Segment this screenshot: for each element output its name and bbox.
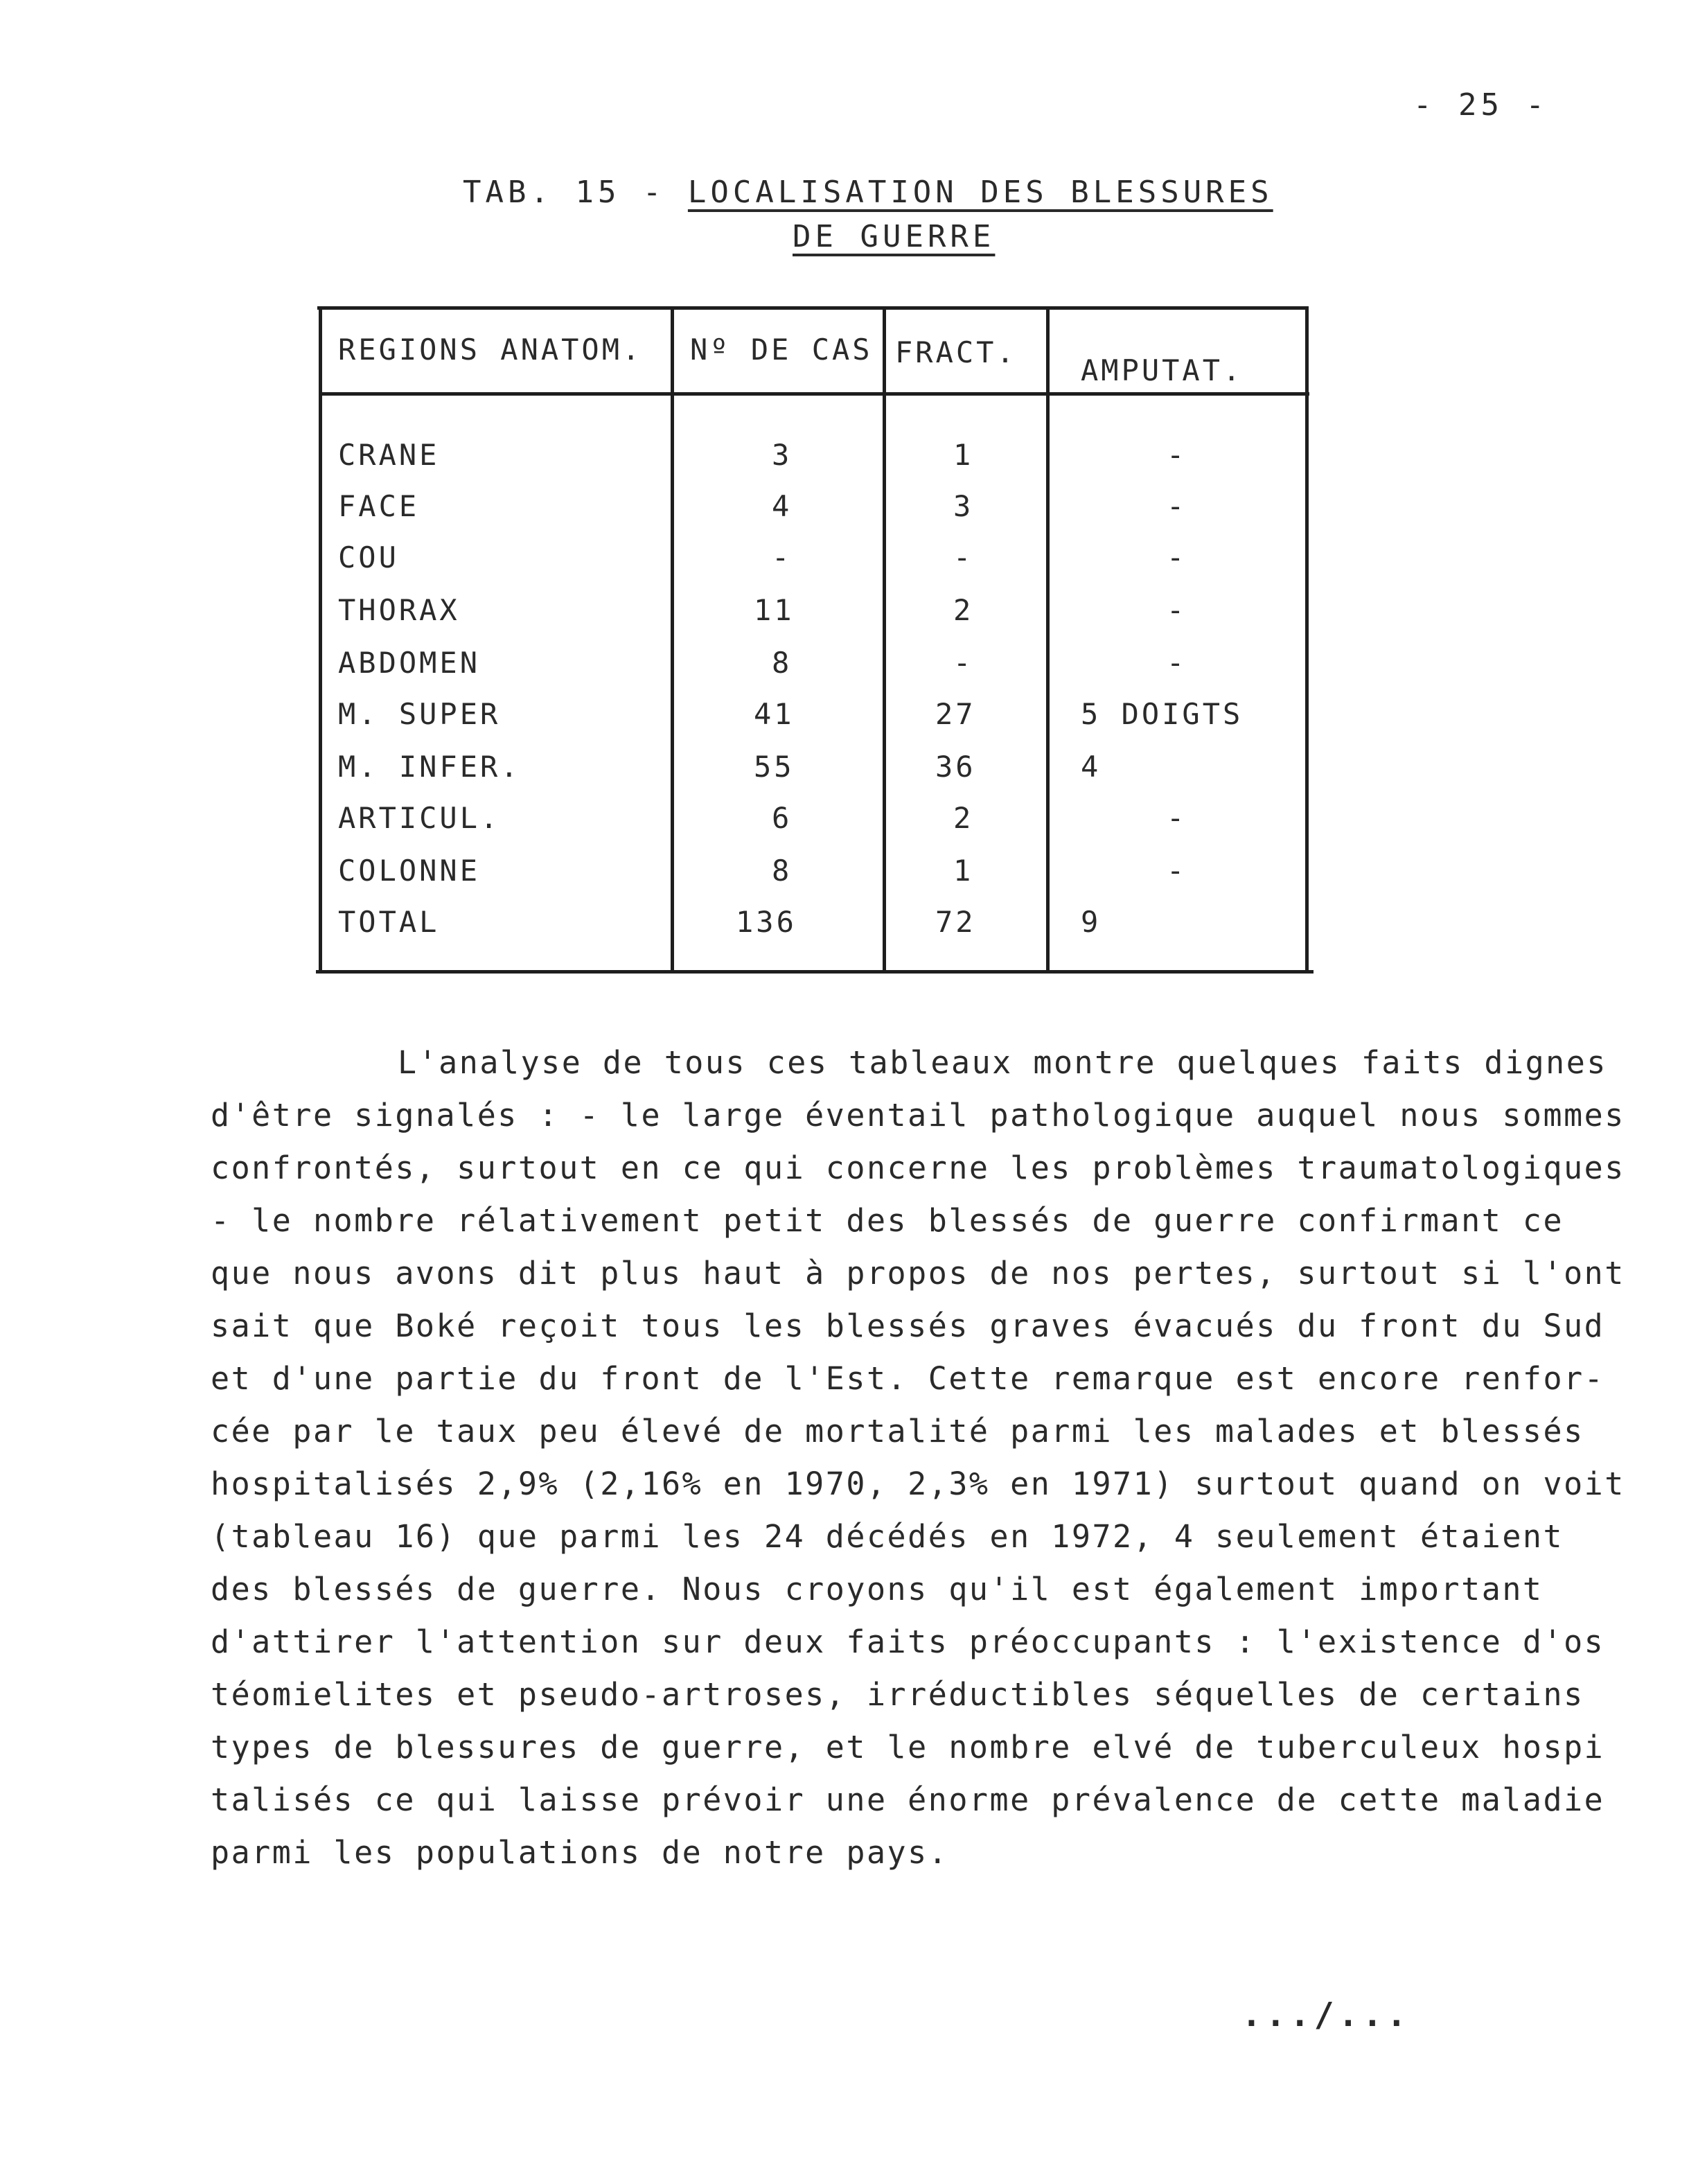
cell-cases: 6 [772, 801, 793, 835]
cell-region: M. SUPER [338, 697, 501, 731]
cell-amputat: 9 [1081, 905, 1102, 939]
page-number: - 25 - [1413, 87, 1548, 123]
cell-fract: 1 [953, 438, 974, 472]
cell-cases: 8 [772, 646, 793, 680]
cell-fract: - [953, 646, 974, 680]
table-left-border [319, 306, 322, 971]
table-title-line2: DE GUERRE [793, 219, 996, 254]
text-line: talisés ce qui laisse prévoir une énorme prévalence de cette maladie [211, 1781, 1605, 1818]
text-line: - le nombre rélativement petit des blessés de guerre confirmant ce [211, 1202, 1564, 1239]
cell-fract: - [953, 540, 974, 574]
table-title-line1: LOCALISATION DES BLESSURES [687, 175, 1273, 210]
cell-amputat: - [1167, 489, 1187, 523]
table-title-prefix: TAB. 15 - [463, 175, 688, 210]
cell-region: M. INFER. [338, 750, 521, 784]
text-line: parmi les populations de notre pays. [211, 1834, 949, 1871]
cell-amputat: - [1167, 540, 1187, 574]
cell-amputat: 5 DOIGTS [1081, 697, 1244, 731]
continuation-marker: .../... [1241, 1996, 1411, 2034]
table-title-line2-wrap [793, 219, 995, 254]
cell-region: COLONNE [338, 854, 481, 888]
text-line: (tableau 16) que parmi les 24 décédés en 1972, 4 seulement étaient [211, 1518, 1564, 1555]
wounds-table [316, 306, 1314, 976]
cell-amputat: - [1167, 438, 1187, 472]
analysis-paragraph [211, 1037, 1652, 1879]
cell-fract: 2 [953, 593, 974, 627]
cell-cases: 11 [754, 593, 795, 627]
cell-cases: 55 [754, 750, 795, 784]
text-line: téomielites et pseudo-artroses, irréductibles séquelles de certains [211, 1676, 1584, 1713]
cell-region: TOTAL [338, 905, 440, 939]
text-line: d'être signalés : - le large éventail pathologique auquel nous sommes [211, 1097, 1625, 1134]
table-title [463, 165, 1273, 220]
cell-region: FACE [338, 489, 420, 523]
cell-amputat: 4 [1081, 750, 1102, 784]
text-line: cée par le taux peu élevé de mortalité parmi les malades et blessés [211, 1413, 1584, 1450]
cell-region: ARTICUL. [338, 801, 501, 835]
cell-fract: 1 [953, 854, 974, 888]
text-line: des blessés de guerre. Nous croyons qu'il est également important [211, 1571, 1544, 1608]
cell-fract: 3 [953, 489, 974, 523]
text-line [211, 1037, 1652, 1089]
table-col-divider-2 [883, 306, 886, 971]
text-line: d'attirer l'attention sur deux faits préoccupants : l'existence d'os [211, 1623, 1605, 1660]
header-amputat: AMPUTAT. [1081, 353, 1244, 387]
text-line: confrontés, surtout en ce qui concerne les problèmes traumatologiques [211, 1150, 1625, 1186]
table-col-divider-3 [1046, 306, 1050, 971]
cell-amputat: - [1167, 854, 1187, 888]
text-line: et d'une partie du front de l'Est. Cette remarque est encore renfor- [211, 1360, 1605, 1397]
cell-region: CRANE [338, 438, 440, 472]
cell-region: ABDOMEN [338, 646, 481, 680]
header-fract: FRACT. [895, 335, 1017, 369]
cell-cases: 136 [736, 905, 797, 939]
cell-fract: 72 [935, 905, 976, 939]
table-bottom-border [316, 970, 1314, 974]
text-line-content: L'analyse de tous ces tableaux montre quelques faits dignes [398, 1044, 1607, 1081]
cell-region: COU [338, 540, 399, 574]
table-right-border [1305, 306, 1309, 971]
table-col-divider-1 [671, 306, 674, 971]
text-line: hospitalisés 2,9% (2,16% en 1970, 2,3% en 1971) surtout quand on voit [211, 1465, 1625, 1502]
cell-region: THORAX [338, 593, 460, 627]
text-line: types de blessures de guerre, et le nombre elvé de tuberculeux hospi [211, 1729, 1605, 1765]
table-header-rule [320, 392, 1309, 396]
cell-amputat: - [1167, 646, 1187, 680]
cell-amputat: - [1167, 801, 1187, 835]
cell-cases: - [772, 540, 793, 574]
header-nb-cas: Nº DE CAS [690, 333, 873, 367]
cell-cases: 41 [754, 697, 795, 731]
table-top-border [317, 306, 1308, 310]
text-line: que nous avons dit plus haut à propos de nos pertes, surtout si l'ont [211, 1255, 1625, 1292]
cell-cases: 8 [772, 854, 793, 888]
header-regions: REGIONS ANATOM. [338, 333, 643, 367]
cell-cases: 3 [772, 438, 793, 472]
cell-fract: 2 [953, 801, 974, 835]
cell-cases: 4 [772, 489, 793, 523]
cell-fract: 27 [935, 697, 976, 731]
cell-amputat: - [1167, 593, 1187, 627]
cell-fract: 36 [935, 750, 976, 784]
text-line: sait que Boké reçoit tous les blessés graves évacués du front du Sud [211, 1307, 1605, 1344]
